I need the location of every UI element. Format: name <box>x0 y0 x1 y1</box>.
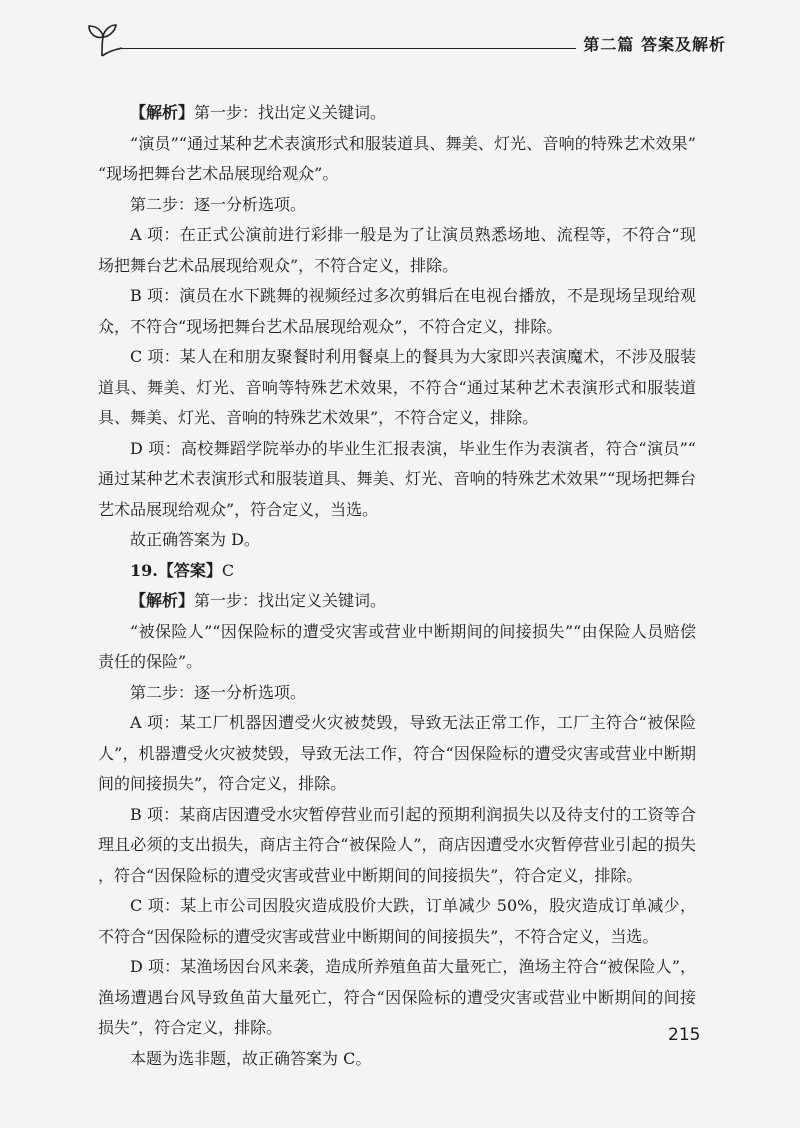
answer-heading <box>98 556 696 587</box>
paragraph <box>98 129 696 190</box>
page-header <box>86 22 726 62</box>
paragraph-text: 故正确答案为 D。 <box>130 530 260 549</box>
paragraph-text: C 项：某上市公司因股灾造成股价大跌，订单减少 50%，股灾造成订单减少，不符合“因保险标的遭受灾害或营业中断期间的间接损失”，不符合定义，当选。 <box>98 896 696 946</box>
paragraph-text: B 项：演员在水下跳舞的视频经过多次剪辑后在电视台播放，不是现场呈现给观众，不符合“现场把舞台艺术品展现给观众”，不符合定义，排除。 <box>98 286 696 336</box>
paragraph <box>98 220 696 281</box>
paragraph-text: 第二步：逐一分析选项。 <box>130 682 307 702</box>
paragraph-text: “被保险人”“因保险标的遭受灾害或营业中断期间的间接损失”“由保险人员赔偿责任的保险”。 <box>98 621 696 671</box>
paragraph <box>98 98 696 129</box>
page-number: 215 <box>668 1025 701 1045</box>
paragraph-text: C 项：某人在和朋友聚餐时利用餐桌上的餐具为大家即兴表演魔术，不涉及服装道具、舞美、灯光、音响等特殊艺术效果，不符合“通过某种艺术表演形式和服装道具、舞美、灯光、音响的特殊艺术效果”，不符合定义，排除。 <box>98 347 696 427</box>
paragraph <box>98 617 696 678</box>
header-rule <box>122 48 576 49</box>
paragraph <box>98 678 696 709</box>
paragraph-text: “演员”“通过某种艺术表演形式和服装道具、舞美、灯光、音响的特殊艺术效果”“现场把舞台艺术品展现给观众”。 <box>98 133 696 183</box>
page-content <box>98 98 696 1074</box>
paragraph <box>98 190 696 221</box>
paragraph <box>98 586 696 617</box>
paragraph <box>98 952 696 1044</box>
answer-value: C <box>221 560 235 580</box>
paragraph-tag: 【解析】 <box>130 103 195 122</box>
sprout-logo-icon <box>86 22 122 58</box>
paragraph-text: 本题为选非题，故正确答案为 C。 <box>130 1048 372 1068</box>
header-title: 第二篇 答案及解析 <box>583 35 726 54</box>
paragraph <box>98 281 696 342</box>
paragraph <box>98 1044 696 1075</box>
paragraph <box>98 800 696 892</box>
paragraph-text: D 项：某渔场因台风来袭，造成所养殖鱼苗大量死亡，渔场主符合“被保险人”，渔场遭遇台风导致鱼苗大量死亡，符合“因保险标的遭受灾害或营业中断期间的间接损失”，符合定义，排除。 <box>98 957 696 1037</box>
paragraph-text: A 项：某工厂机器因遭受火灾被焚毁，导致无法正常工作，工厂主符合“被保险人”，机器遭受火灾被焚毁，导致无法工作，符合“因保险标的遭受灾害或营业中断期间的间接损失”，符合定义，排除。 <box>98 713 696 793</box>
paragraph <box>98 708 696 800</box>
paragraph <box>98 891 696 952</box>
paragraph <box>98 525 696 556</box>
paragraph-tag: 【解析】 <box>130 591 195 610</box>
paragraph-text: 第一步：找出定义关键词。 <box>194 591 387 610</box>
paragraph-text: 第二步：逐一分析选项。 <box>130 194 307 214</box>
paragraph-text: B 项：某商店因遭受水灾暂停营业而引起的预期利润损失以及待支付的工资等合理且必须的支出损失，商店主符合“被保险人”，商店因遭受水灾暂停营业引起的损失，符合“因保险标的遭受灾害或营业中断期间的间接损失”，符合定义，排除。 <box>98 804 696 885</box>
answer-tag: 19.【答案】 <box>130 560 222 580</box>
paragraph <box>98 434 696 526</box>
paragraph-text: D 项：高校舞蹈学院举办的毕业生汇报表演，毕业生作为表演者，符合“演员”“通过某种艺术表演形式和服装道具、舞美、灯光、音响的特殊艺术效果”“现场把舞台艺术品展现给观众”，符合定义，当选。 <box>98 438 696 519</box>
paragraph-text: A 项：在正式公演前进行彩排一般是为了让演员熟悉场地、流程等，不符合“现场把舞台艺术品展现给观众”，不符合定义，排除。 <box>98 225 696 275</box>
paragraph <box>98 342 696 434</box>
paragraph-text: 第一步：找出定义关键词。 <box>194 103 387 122</box>
